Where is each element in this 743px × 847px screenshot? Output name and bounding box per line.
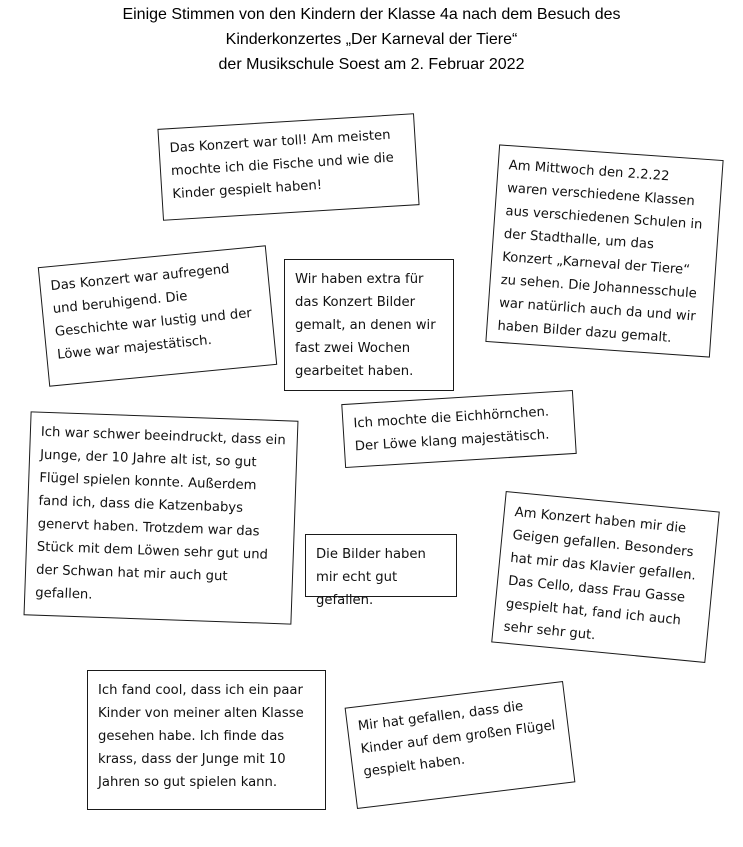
note-pictures-liked: Die Bilder haben mir echt gut gefallen. xyxy=(305,534,457,597)
note-wednesday-report: Am Mittwoch den 2.2.22 waren verschiedene Klassen aus verschiedenen Schulen in der Stadthalle, um das Konzert „Karneval der Tiere“ zu sehen. Die Johannesschule war natürlich auch da und wir haben Bilder dazu gemalt. xyxy=(485,144,723,357)
note-old-class: Ich fand cool, dass ich ein paar Kinder von meiner alten Klasse gesehen habe. Ich finde das krass, dass der Junge mit 10 Jahren so gut spielen kann. xyxy=(87,670,326,810)
header-line-2: Kinderkonzertes „Der Karneval der Tiere“ xyxy=(225,31,518,48)
note-impressed-boy: Ich war schwer beeindruckt, dass ein Junge, der 10 Jahre alt ist, so gut Flügel spielen konnte. Außerdem fand ich, dass die Katzenbabys genervt haben. Trotzdem war das Stück mit dem Löwen sehr gut und der Schwan hat mir auch gut gefallen. xyxy=(24,411,299,624)
note-concert-great: Das Konzert war toll! Am meisten mochte ich die Fische und wie die Kinder gespielt haben! xyxy=(157,113,419,221)
header-line-3: der Musikschule Soest am 2. Februar 2022 xyxy=(218,56,525,73)
page-header xyxy=(0,2,743,77)
note-exciting-calm: Das Konzert war aufregend und beruhigend. Die Geschichte war lustig und der Löwe war majestätisch. xyxy=(38,245,277,386)
note-violins: Am Konzert haben mir die Geigen gefallen. Besonders hat mir das Klavier gefallen. Das Cello, dass Frau Gasse gespielt hat, fand ich auch sehr sehr gut. xyxy=(491,491,720,663)
note-grand-piano: Mir hat gefallen, dass die Kinder auf dem großen Flügel gespielt haben. xyxy=(345,681,576,809)
header-line-1: Einige Stimmen von den Kindern der Klasse 4a nach dem Besuch des xyxy=(122,6,621,23)
note-painted-pictures: Wir haben extra für das Konzert Bilder gemalt, an denen wir fast zwei Wochen gearbeitet haben. xyxy=(284,259,454,391)
note-squirrels: Ich mochte die Eichhörnchen. Der Löwe klang majestätisch. xyxy=(341,390,576,468)
